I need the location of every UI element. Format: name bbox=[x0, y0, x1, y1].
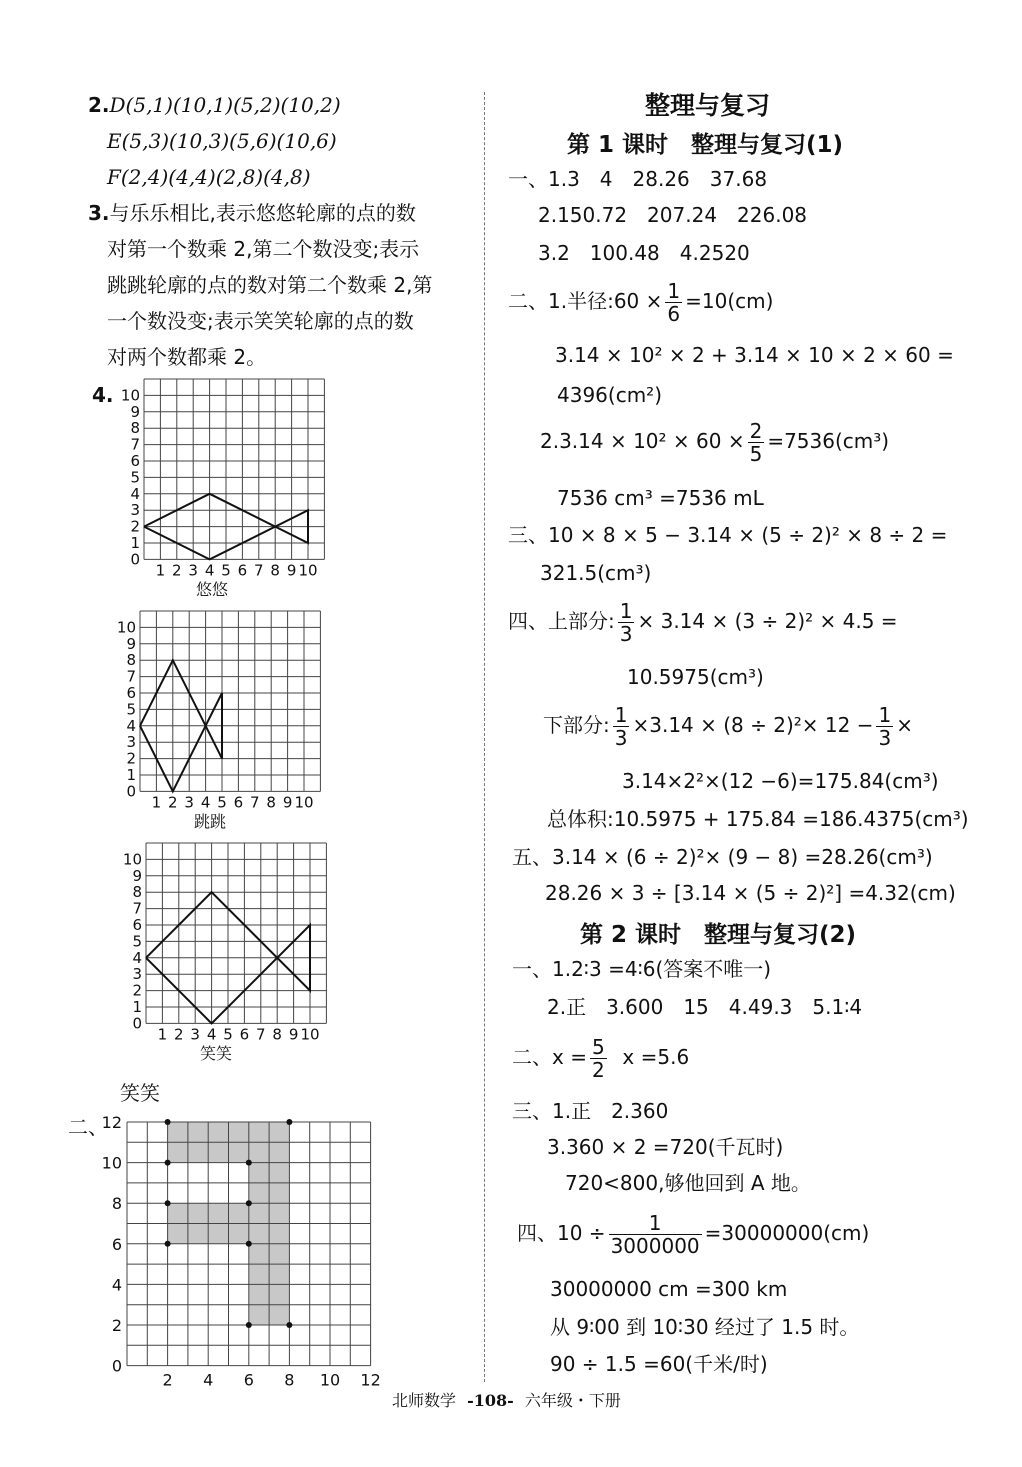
x-tick: 2 bbox=[172, 561, 182, 580]
l1-p5-b: 28.26 × 3 ÷ [3.14 × (5 ÷ 2)²] =4.32(cm) bbox=[545, 881, 956, 905]
part2-label: 二、 bbox=[68, 1115, 108, 1139]
y-tick: 5 bbox=[132, 932, 142, 951]
x-tick: 4 bbox=[204, 561, 215, 580]
l1-p1-line1: 一、1.3 4 28.26 37.68 bbox=[508, 167, 768, 191]
lesson1-title: 第 1 课时 整理与复习(1) bbox=[567, 132, 844, 158]
y-tick: 3 bbox=[126, 733, 136, 752]
y-tick: 2 bbox=[130, 517, 140, 536]
x-tick: 6 bbox=[237, 561, 248, 580]
y-tick: 4 bbox=[126, 716, 136, 735]
fraction: $\frac{1}{3000000}$ bbox=[610, 1211, 700, 1258]
y-tick: 6 bbox=[130, 452, 140, 470]
y-tick: 8 bbox=[126, 651, 136, 670]
y-tick: 1 bbox=[132, 998, 142, 1016]
x-tick: 7 bbox=[256, 1025, 266, 1044]
y-tick: 1 bbox=[130, 534, 140, 552]
q3-label: 3. bbox=[88, 201, 110, 225]
y-tick: 3 bbox=[132, 965, 142, 984]
vertex-dot bbox=[246, 1322, 252, 1328]
q4-answer: 笑笑 bbox=[120, 1081, 160, 1105]
y-tick: 2 bbox=[126, 749, 136, 768]
x-tick: 8 bbox=[284, 1370, 295, 1390]
q3-line-2: 对第一个数乘 2,第二个数没变;表示 bbox=[107, 237, 420, 261]
y-tick: 3 bbox=[130, 501, 140, 520]
x-tick: 4 bbox=[203, 1370, 214, 1390]
coordinate-graph-1 bbox=[112, 372, 352, 608]
fraction: $\frac{5}{2}$ bbox=[591, 1035, 605, 1082]
x-tick: 3 bbox=[184, 793, 194, 812]
l1-p3-a: 三、10 × 8 × 5 − 3.14 × (5 ÷ 2)² × 8 ÷ 2 = bbox=[508, 523, 948, 547]
l2-p3-c: 720<800,够他回到 A 地。 bbox=[565, 1171, 811, 1195]
l1-p2-d: 2.3.14 × 10² × 60 × $\frac{2}{5}$ =7536(cm³) bbox=[540, 419, 890, 466]
y-tick: 7 bbox=[126, 667, 136, 686]
x-tick: 10 bbox=[294, 793, 314, 812]
x-tick: 6 bbox=[233, 793, 244, 812]
y-tick: 4 bbox=[130, 484, 140, 503]
footer-grade: 六年级・下册 bbox=[524, 1391, 621, 1410]
footer-subject: 北师数学 bbox=[392, 1391, 457, 1410]
l2-p3-b: 3.360 × 2 =720(千瓦时) bbox=[547, 1135, 784, 1159]
x-tick: 10 bbox=[319, 1370, 341, 1390]
x-tick: 5 bbox=[217, 793, 227, 812]
l2-p3-a: 三、1.正 2.360 bbox=[512, 1099, 669, 1123]
x-tick: 7 bbox=[254, 561, 264, 580]
fraction: $\frac{2}{5}$ bbox=[749, 419, 763, 466]
vertex-dot bbox=[165, 1119, 171, 1125]
y-tick: 6 bbox=[132, 916, 142, 934]
lesson2-title: 第 2 课时 整理与复习(2) bbox=[580, 922, 857, 948]
l1-p2-c: 4396(cm²) bbox=[557, 383, 662, 407]
y-tick: 2 bbox=[111, 1316, 122, 1335]
vertex-dot bbox=[165, 1200, 171, 1206]
fraction: $\frac{1}{3}$ bbox=[619, 599, 633, 646]
y-tick: 5 bbox=[130, 468, 140, 487]
y-tick: 10 bbox=[116, 618, 136, 637]
vertex-dot bbox=[246, 1241, 252, 1247]
y-tick: 1 bbox=[126, 766, 136, 784]
y-tick: 0 bbox=[132, 1014, 142, 1033]
x-tick: 1 bbox=[157, 1025, 168, 1044]
y-tick: 8 bbox=[130, 419, 140, 438]
vertex-dot bbox=[165, 1241, 171, 1247]
fraction: $\frac{1}{3}$ bbox=[878, 703, 892, 750]
l2-p1-b: 2.正 3.600 15 4.49.3 5.1∶4 bbox=[547, 995, 863, 1019]
l2-p1-a: 一、1.2∶3 =4∶6(答案不唯一) bbox=[512, 957, 772, 981]
q2-line-f: F(2,4)(4,4)(2,8)(4,8) bbox=[107, 165, 311, 189]
q3-line-1: 3.与乐乐相比,表示悠悠轮廓的点的数 bbox=[88, 201, 416, 225]
graph-caption: 跳跳 bbox=[193, 812, 227, 831]
vertex-dot bbox=[246, 1200, 252, 1206]
q2-line-d: 2.D(5,1)(10,1)(5,2)(10,2) bbox=[88, 93, 341, 117]
l2-p2: 二、x = $\frac{5}{2}$ x =5.6 bbox=[512, 1035, 690, 1082]
l2-p4-a: 四、10 ÷ $\frac{1}{3000000}$ =30000000(cm) bbox=[517, 1211, 870, 1258]
graph-caption: 悠悠 bbox=[195, 580, 229, 599]
l1-p2-b: 3.14 × 10² × 2 + 3.14 × 10 × 2 × 60 = bbox=[555, 343, 954, 367]
vertex-dot bbox=[286, 1119, 292, 1125]
x-tick: 4 bbox=[206, 1025, 217, 1044]
l2-p4-b: 30000000 cm =300 km bbox=[550, 1277, 788, 1301]
l1-p4-d: 3.14×2²×(12 −6)=175.84(cm³) bbox=[622, 769, 939, 793]
l1-p4-a: 四、上部分: $\frac{1}{3}$ × 3.14 × (3 ÷ 2)² × 4.5 = bbox=[508, 599, 898, 646]
y-tick: 0 bbox=[126, 782, 136, 801]
y-tick: 0 bbox=[130, 550, 140, 569]
coordinate-graph-2 bbox=[112, 604, 352, 840]
l1-p4-e: 总体积:10.5975 + 175.84 =186.4375(cm³) bbox=[547, 807, 969, 831]
y-tick: 10 bbox=[101, 1153, 122, 1173]
column-divider bbox=[484, 92, 485, 1382]
q3-line-3: 跳跳轮廓的点的数对第二个数乘 2,第 bbox=[107, 273, 433, 297]
part2-grid bbox=[100, 1108, 400, 1398]
y-tick: 7 bbox=[132, 899, 142, 918]
footer bbox=[392, 1388, 621, 1411]
y-tick: 9 bbox=[126, 634, 136, 653]
y-tick: 4 bbox=[132, 948, 142, 967]
x-tick: 5 bbox=[221, 561, 231, 580]
l2-p4-c: 从 9∶00 到 10∶30 经过了 1.5 时。 bbox=[550, 1315, 860, 1339]
x-tick: 10 bbox=[298, 561, 318, 580]
l1-p1-line2: 2.150.72 207.24 226.08 bbox=[538, 203, 808, 227]
x-tick: 2 bbox=[162, 1370, 173, 1390]
x-tick: 9 bbox=[288, 1025, 299, 1044]
x-tick: 2 bbox=[168, 793, 178, 812]
x-tick: 12 bbox=[360, 1370, 381, 1390]
vertex-dot bbox=[246, 1160, 252, 1166]
vertex-dot bbox=[286, 1322, 292, 1328]
section-title: 整理与复习 bbox=[645, 91, 771, 120]
x-tick: 3 bbox=[190, 1025, 200, 1044]
y-tick: 6 bbox=[111, 1234, 122, 1254]
l1-p5-a: 五、3.14 × (6 ÷ 2)²× (9 − 8) =28.26(cm³) bbox=[512, 845, 933, 869]
x-tick: 9 bbox=[286, 561, 297, 580]
footer-page: -108- bbox=[467, 1391, 514, 1410]
x-tick: 8 bbox=[270, 561, 280, 580]
fraction: $\frac{1}{6}$ bbox=[667, 279, 681, 326]
coordinate-graph-3 bbox=[112, 836, 352, 1072]
q3-line-5: 对两个数都乘 2。 bbox=[107, 345, 267, 369]
l1-p4-b: 10.5975(cm³) bbox=[627, 665, 764, 689]
l1-p2-a: 二、1.半径:60 × $\frac{1}{6}$ =10(cm) bbox=[508, 279, 774, 326]
y-tick: 10 bbox=[120, 386, 140, 405]
l2-p4-d: 90 ÷ 1.5 =60(千米/时) bbox=[550, 1352, 768, 1376]
y-tick: 4 bbox=[111, 1275, 122, 1295]
q2-line-e: E(5,3)(10,3)(5,6)(10,6) bbox=[107, 129, 337, 153]
y-tick: 6 bbox=[126, 684, 136, 702]
x-tick: 2 bbox=[174, 1025, 184, 1044]
l1-p1-line3: 3.2 100.48 4.2520 bbox=[538, 241, 750, 265]
y-tick: 2 bbox=[132, 981, 142, 1000]
vertex-dot bbox=[165, 1160, 171, 1166]
l1-p2-e: 7536 cm³ =7536 mL bbox=[557, 486, 764, 510]
x-tick: 10 bbox=[300, 1025, 320, 1044]
x-tick: 6 bbox=[243, 1370, 254, 1390]
x-tick: 3 bbox=[188, 561, 198, 580]
x-tick: 5 bbox=[223, 1025, 233, 1044]
x-tick: 4 bbox=[200, 793, 211, 812]
fraction: $\frac{1}{3}$ bbox=[614, 703, 628, 750]
x-tick: 9 bbox=[282, 793, 293, 812]
y-tick: 9 bbox=[130, 402, 140, 421]
y-tick: 12 bbox=[101, 1113, 122, 1132]
y-tick: 10 bbox=[122, 850, 142, 869]
y-tick: 7 bbox=[130, 435, 140, 454]
y-tick: 8 bbox=[132, 883, 142, 902]
y-tick: 9 bbox=[132, 866, 142, 885]
y-tick: 5 bbox=[126, 700, 136, 719]
x-tick: 1 bbox=[155, 561, 166, 580]
y-tick: 8 bbox=[111, 1194, 122, 1214]
q2-label: 2. bbox=[88, 93, 110, 117]
q3-line-4: 一个数没变;表示笑笑轮廓的点的数 bbox=[107, 309, 414, 333]
y-tick: 0 bbox=[111, 1356, 122, 1376]
l1-p4-c: 下部分: $\frac{1}{3}$ ×3.14 × (8 ÷ 2)²× 12 − $\frac{1}{3}$ × bbox=[543, 703, 913, 750]
q4-label: 4. bbox=[92, 383, 114, 407]
graph-caption: 笑笑 bbox=[199, 1044, 233, 1063]
x-tick: 8 bbox=[272, 1025, 282, 1044]
x-tick: 7 bbox=[250, 793, 260, 812]
x-tick: 6 bbox=[239, 1025, 250, 1044]
x-tick: 1 bbox=[151, 793, 162, 812]
l1-p3-b: 321.5(cm³) bbox=[540, 561, 652, 585]
x-tick: 8 bbox=[266, 793, 276, 812]
